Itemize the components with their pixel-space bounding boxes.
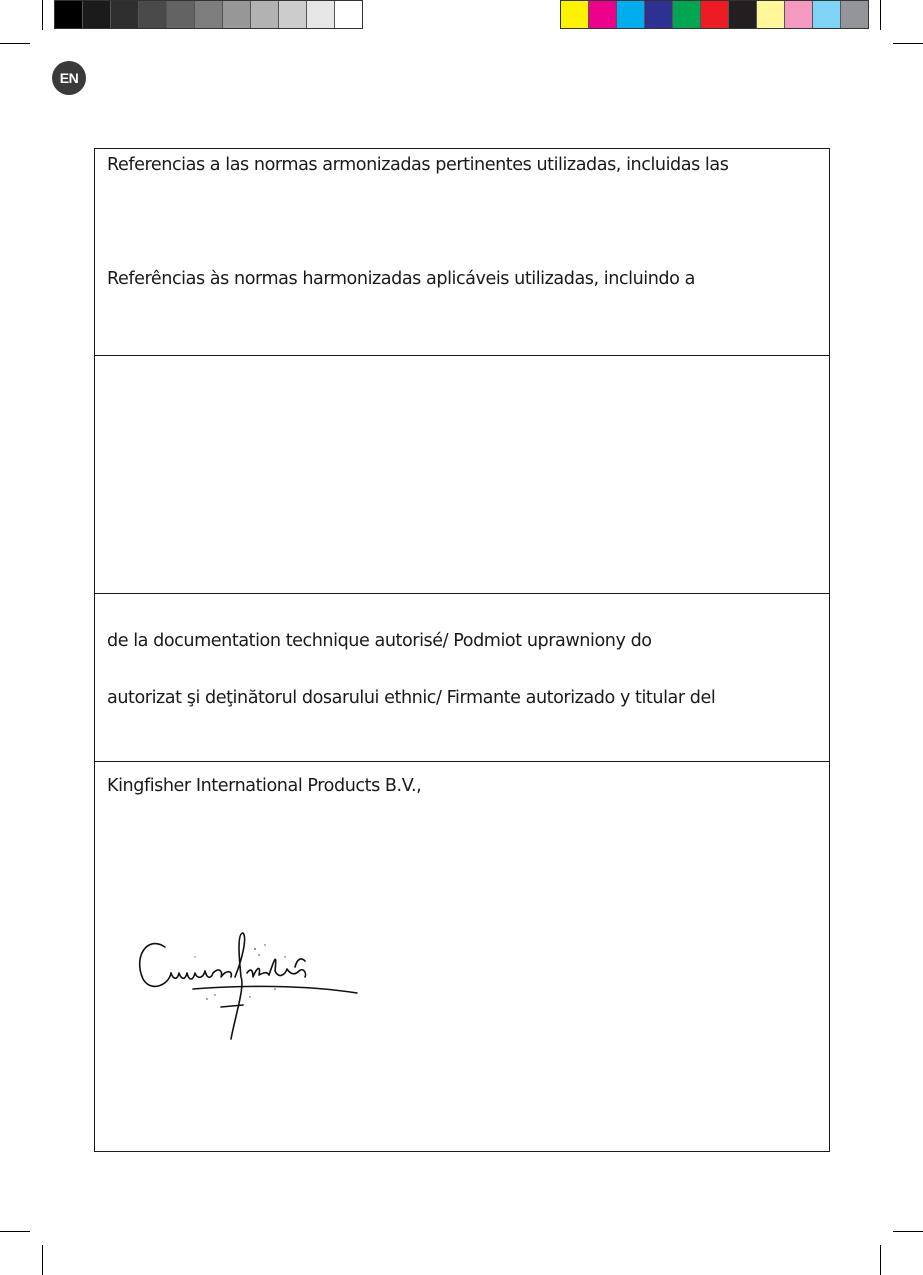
standards-cell — [95, 149, 829, 356]
crop-mark-top-left-h — [0, 43, 30, 44]
color-swatch-4 — [645, 1, 673, 28]
color-calibration-bar — [560, 0, 869, 29]
handwritten-signature — [135, 927, 360, 1052]
gray-swatch-8 — [251, 1, 279, 28]
crop-mark-bottom-right-h — [893, 1231, 923, 1232]
gray-swatch-6 — [195, 1, 223, 28]
gray-swatch-4 — [139, 1, 167, 28]
color-swatch-1 — [561, 1, 589, 28]
company-signature-cell — [95, 762, 829, 1151]
gray-swatch-2 — [83, 1, 111, 28]
crop-mark-bottom-left-v — [42, 1245, 43, 1275]
color-swatch-2 — [589, 1, 617, 28]
crop-mark-top-left-v — [42, 0, 43, 30]
crop-mark-bottom-right-v — [880, 1245, 881, 1275]
empty-cell — [95, 356, 829, 594]
gray-swatch-5 — [167, 1, 195, 28]
company-name: Kingfisher International Products B.V., — [107, 776, 422, 796]
crop-mark-top-right-v — [880, 0, 881, 30]
declaration-table — [94, 148, 830, 1152]
color-swatch-3 — [617, 1, 645, 28]
color-swatch-5 — [673, 1, 701, 28]
signatory-line-ro-es: autorizat şi deţinătorul dosarului ethnic/ Firmante autorizado y titular del — [107, 688, 716, 708]
grayscale-calibration-bar — [54, 0, 363, 29]
standards-line-es: Referencias a las normas armonizadas pertinentes utilizadas, incluidas las — [107, 155, 729, 175]
color-swatch-11 — [841, 1, 868, 28]
crop-mark-bottom-left-h — [0, 1231, 30, 1232]
color-swatch-9 — [785, 1, 813, 28]
language-badge: EN — [52, 61, 86, 95]
gray-swatch-10 — [307, 1, 335, 28]
gray-swatch-1 — [55, 1, 83, 28]
color-swatch-10 — [813, 1, 841, 28]
signatory-line-fr-pl: de la documentation technique autorisé/ Podmiot uprawniony do — [107, 631, 652, 651]
color-swatch-6 — [701, 1, 729, 28]
gray-swatch-3 — [111, 1, 139, 28]
standards-line-pt: Referências às normas harmonizadas aplicáveis utilizadas, incluindo a — [107, 269, 695, 289]
color-swatch-7 — [729, 1, 757, 28]
gray-swatch-9 — [279, 1, 307, 28]
crop-mark-top-right-h — [893, 43, 923, 44]
gray-swatch-11 — [335, 1, 362, 28]
authorized-signatory-cell — [95, 594, 829, 762]
color-swatch-8 — [757, 1, 785, 28]
gray-swatch-7 — [223, 1, 251, 28]
